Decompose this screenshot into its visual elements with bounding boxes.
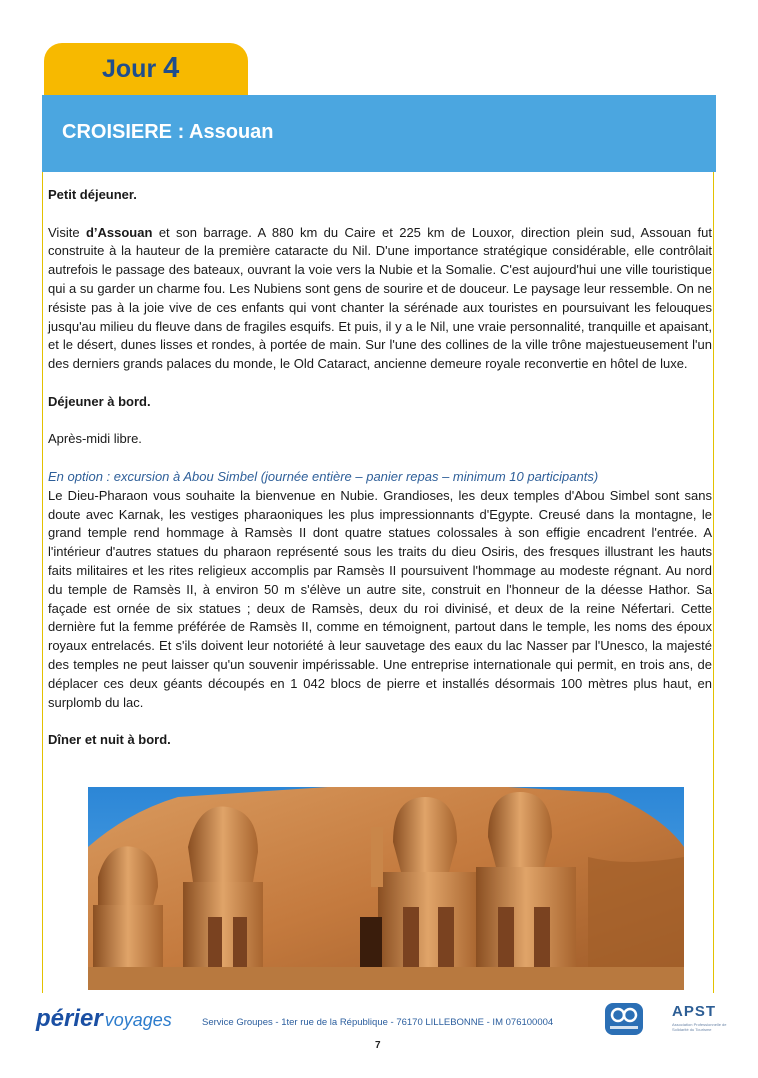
footer-address: Service Groupes - 1ter rue de la République - 76170 LILLEBONNE - IM 076100004 (202, 1017, 554, 1028)
day-word: Jour (102, 55, 157, 83)
day-label (102, 52, 179, 85)
page-title: CROISIERE : Assouan (62, 121, 274, 143)
breakfast-line: Petit déjeuner. (48, 187, 137, 202)
visit-text: et son barrage. A 880 km du Caire et 225 km de Louxor, direction plein sud, Assouan fut construite à la hauteur de la première cataracte du Nil. D'une importance stratégique considérable, elle contrôlait autrefois le passage des bateaux, ouvrant la voie vers la Nubie et la Somalie. C'est aujourd'hui une ville touristique qui a su garder un charme fou. Les Nubiens sont gens de sourire et de douceur. Le paysage leur ressemble. On ne résiste pas à la joie vive de ces enfants qui vont chanter la sérénade aux touristes en poursuivant les felouques jusqu'au milieu du fleuve dans de fragiles esquifs. Et puis, il y a le Nil, une vraie personnalité, tranquille et apaisant, et le désert, dunes lisses et rondes, à portée de main. Sur l'une des collines de la ville trône majestueusement l'un des derniers grands palaces du monde, le Old Cataract, ancienne demeure royale reconvertie en hôtel de luxe. (48, 224, 712, 372)
itinerary-body (48, 186, 712, 769)
apst-title: APST (672, 1003, 717, 1020)
day-number: 4 (163, 52, 180, 84)
logo-main: périer (36, 1005, 103, 1032)
page-number: 7 (375, 1040, 381, 1051)
abu-simbel-photo (88, 787, 684, 990)
option-paragraph: Le Dieu-Pharaon vous souhaite la bienvenue en Nubie. Grandioses, les deux temples d'Abou Simbel sont sans doute avec Karnak, les vestiges pharaoniques les plus impressionnants d'Egypte. Creusé dans la montagne, le grand temple rend hommage à Ramsès II dont quatre statues colossales à son effigie encadrent l'entrée. A l'intérieur d'autres statues du pharaon représenté sous les traits du dieu Osiris, des fresques illustrant les hauts faits militaires et les rites religieux accomplis par Ramsès II poursuivent l'hommage au modeste régnant. Au nord du temple de Ramsès II, à environ 50 m s'élève un autre site, construit en l'honneur de la déesse Hathor. Sa façade est ornée de six statues ; deux de Ramsès, deux du roi divinisé, et deux de la reine Néfertari. Cette dernière fut la femme préférée de Ramsès II, comme en témoignent, partout dans le temple, les noms des époux royaux entrelacés. Et s'ils doivent leur notoriété à leur sauvetage des eaux du lac Nasser par l'Unesco, la majesté des temples ne peut laisser qu'un souvenir impérissable. Une entreprise internationale qui permit, en trois ans, de déplacer ces deux géants découpés en 1 042 blocs de pierre et installés désormais 100 mètres plus haut, en surplomb du lac. (48, 487, 712, 710)
lunch-line: Déjeuner à bord. (48, 393, 151, 409)
logo-sub: voyages (104, 1010, 172, 1030)
dinner-line: Dîner et nuit à bord. (48, 732, 171, 748)
page-bottom (0, 1074, 758, 1078)
perier-voyages-logo (36, 1005, 172, 1033)
apst-subtitle: Association Professionnelle de Solidarité du Tourisme (672, 1022, 727, 1032)
apst-logo (672, 1003, 728, 1032)
groupe-perier-badge (604, 1002, 644, 1036)
visit-prefix: Visite (48, 224, 86, 240)
option-title: En option : excursion à Abou Simbel (journée entière – panier repas – minimum 10 participants) (48, 468, 599, 484)
afternoon-line: Après-midi libre. (48, 431, 142, 447)
visit-paragraph (48, 224, 712, 374)
visit-city: d’Assouan (85, 224, 153, 240)
